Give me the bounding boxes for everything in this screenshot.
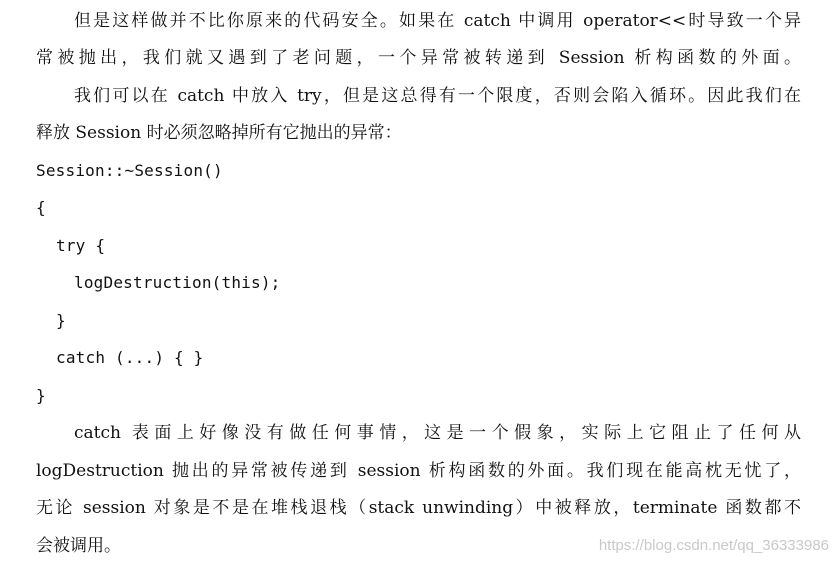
paragraph-3-line-4: 会被调用。 — [36, 536, 121, 556]
code-line-3: try { — [56, 236, 106, 255]
code-line-7: } — [36, 386, 46, 405]
paragraph-3-line-1: catch 表面上好像没有做任何事情，这是一个假象，实际上它阻止了任何从 — [74, 423, 801, 443]
paragraph-2-line-2: 释放 Session 时必须忽略掉所有它抛出的异常： — [36, 123, 402, 143]
code-line-1: Session::~Session() — [36, 161, 223, 180]
paragraph-1-line-2: 常被抛出，我们就又遇到了老问题，一个异常被转递到 Session 析构函数的外面。 — [36, 48, 801, 68]
code-line-5: } — [56, 311, 66, 330]
paragraph-3-line-2: logDestruction 抛出的异常被传递到 session 析构函数的外面。我们现在能高枕无忧了， — [36, 461, 801, 481]
code-line-4: logDestruction(this); — [74, 273, 281, 292]
paragraph-1-line-1: 但是这样做并不比你原来的代码安全。如果在 catch 中调用 operator<<时导致一个异 — [74, 11, 801, 31]
code-line-2: { — [36, 198, 46, 217]
paragraph-3-line-3: 无论 session 对象是不是在堆栈退栈（stack unwinding）中被释放，terminate 函数都不 — [36, 498, 801, 518]
paragraph-2-line-1: 我们可以在 catch 中放入 try，但是这总得有一个限度，否则会陷入循环。因此我们在 — [74, 86, 801, 106]
code-line-6: catch (...) { } — [56, 348, 204, 367]
watermark-text: https://blog.csdn.net/qq_36333986 — [598, 537, 829, 554]
